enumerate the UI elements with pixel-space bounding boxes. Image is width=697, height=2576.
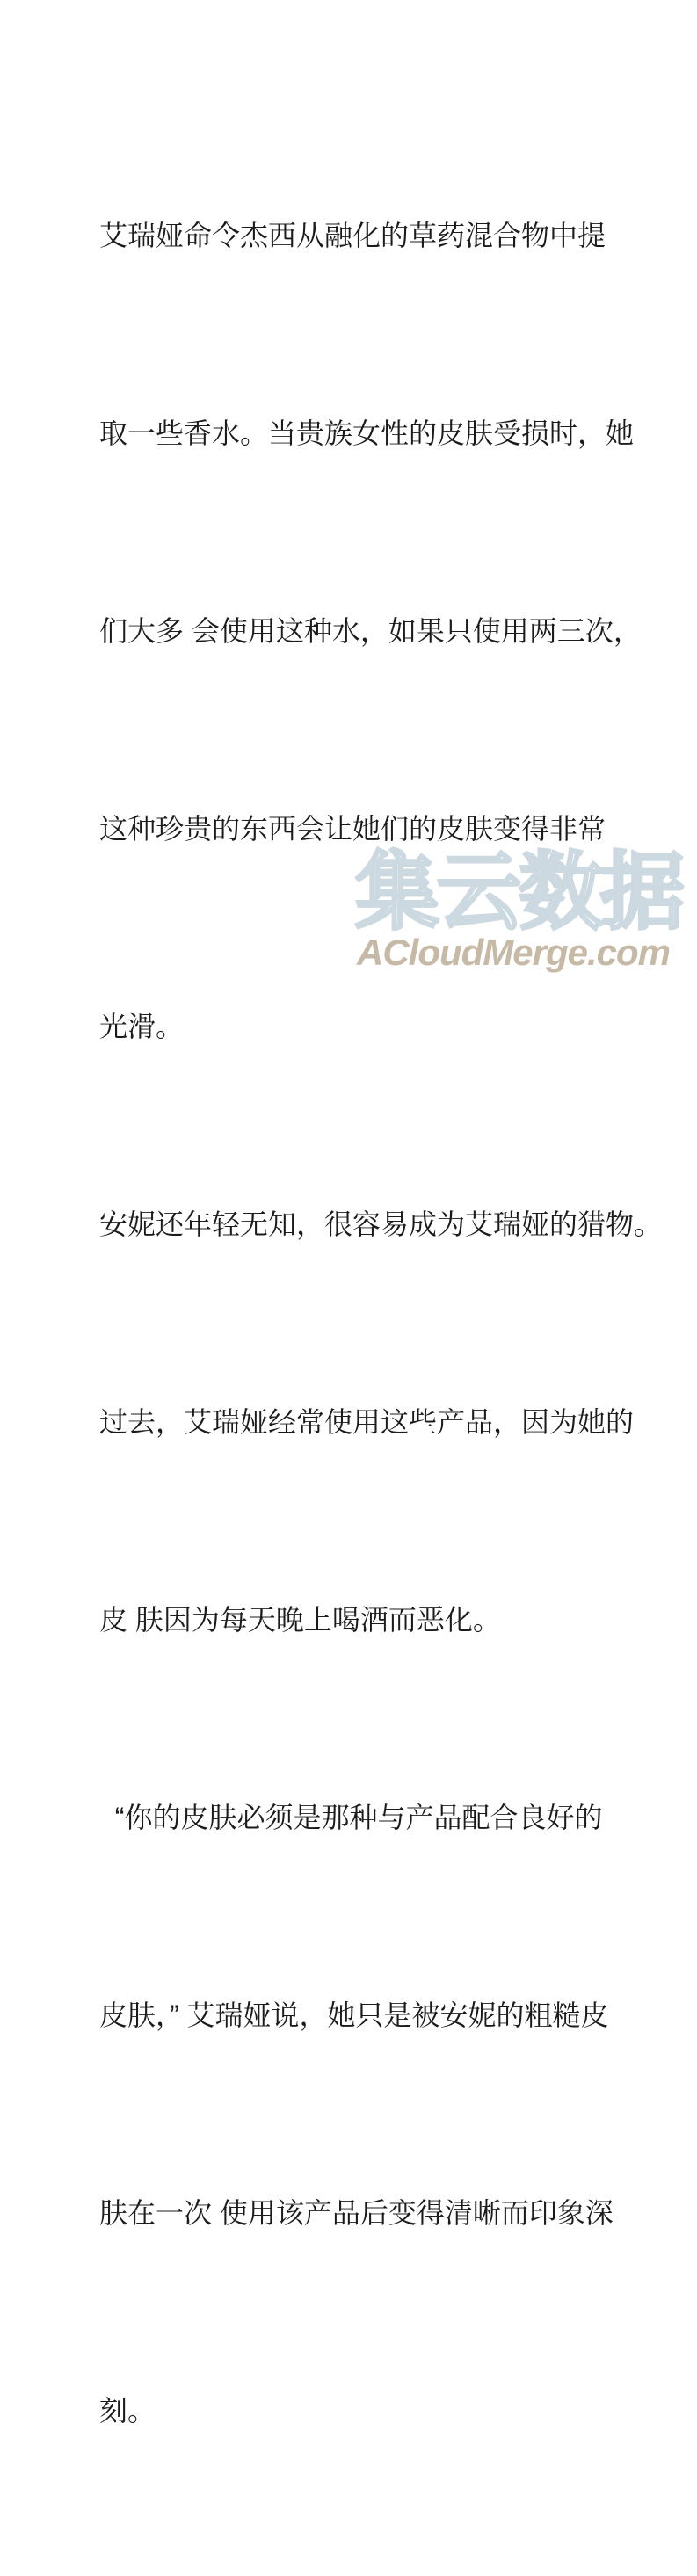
text-line: 取一些香水。当贵族女性的皮肤受损时，她 [99,417,635,449]
text-line: 刻。 [99,2395,156,2427]
text-line: 皮肤，” 艾瑞娅说，她只是被安妮的粗糙皮 [99,1999,609,2031]
text-line: 安妮还年轻无知，很容易成为艾瑞娅的猎物。 [99,1208,663,1240]
watermark-site-url: ACloudMerge.com [357,932,671,973]
text-line: 过去，艾瑞娅经常使用这些产品，因为她的 [99,1406,635,1438]
text-line: 肤在一次 使用该产品后变得清晰而印象深 [99,2197,614,2229]
text-line: “你的皮肤必须是那种与产品配合良好的 [99,1802,603,1833]
text-line: 们大多 会使用这种水，如果只使用两三次， [99,615,642,647]
text-line: 光滑。 [99,1011,185,1042]
text-line: 皮 肤因为每天晚上喝酒而恶化。 [99,1604,501,1636]
text-line: 这种珍贵的东西会让她们的皮肤变得非常 [99,813,606,845]
body-text [99,71,671,2576]
watermark-logo-text: 集云数据 [355,845,682,940]
text-line: 艾瑞娅命令杰西从融化的草药混合物中提 [99,220,606,251]
